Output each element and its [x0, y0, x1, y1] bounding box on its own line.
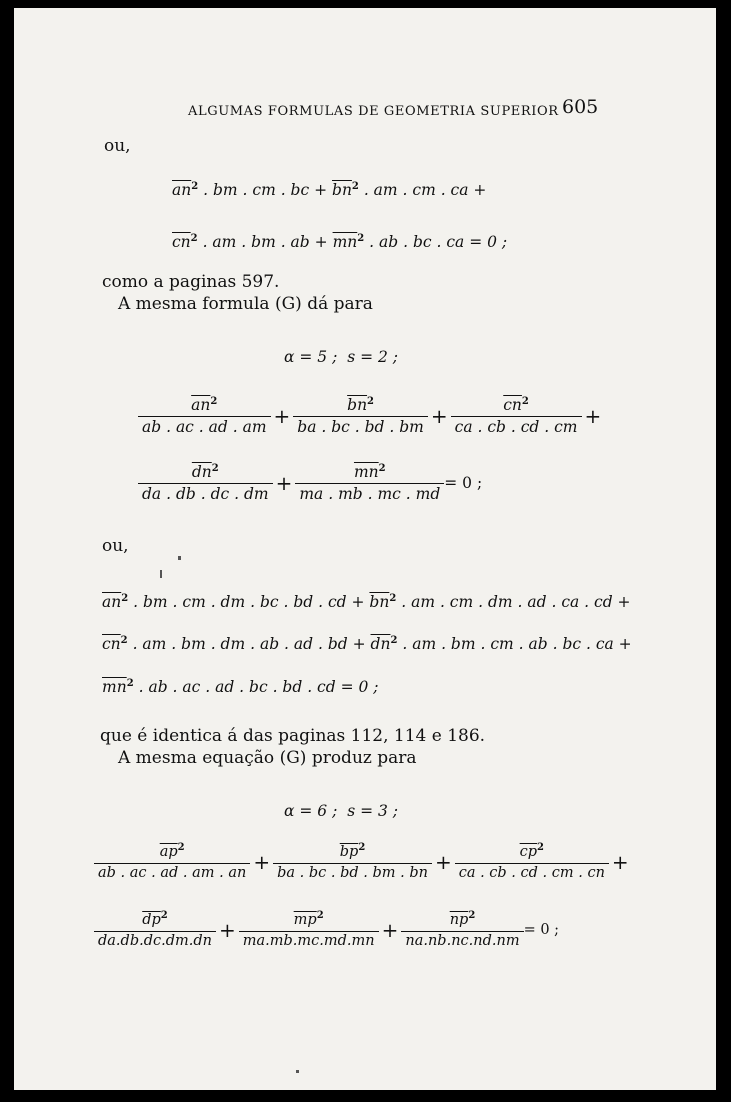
fraction-cn: $\frac{\overline{cn}^2}{ca . cb . cd . cm}$	[451, 396, 582, 436]
fraction-np: $\frac{\overline{np}^2}{na.nb.nc.nd.nm}$	[401, 910, 523, 950]
text-mesma-1: A mesma formula (G) dá para	[118, 294, 373, 314]
text-como: como a paginas 597.	[102, 272, 280, 292]
fraction-dn: $\frac{\overline{dn}^2}{da . db . dc . dm}$	[138, 463, 273, 503]
scan-speck	[296, 1070, 299, 1073]
fraction-bp: $\frac{\overline{bp}^2}{ba . bc . bd . bm . bn}$	[273, 842, 432, 882]
fraction-an: $\frac{\overline{an}^2}{ab . ac . ad . am}$	[138, 396, 271, 436]
text-ou-1: ou,	[104, 136, 131, 156]
text-mesma-2: A mesma equação (G) produz para	[118, 748, 417, 768]
page-number: 605	[562, 96, 599, 118]
header-title: ALGUMAS FORMULAS DE GEOMETRIA SUPERIOR	[188, 104, 559, 119]
equation-2-line-3: $\overline{mn}^2$ . ab . ac . ad . bc . bd . cd = 0 ;	[102, 678, 379, 697]
fraction-row-1: $\frac{\overline{an}^2}{ab . ac . ad . am}$ + $\frac{\overline{bn}^2}{ba . bc . bd . bm}$ + $\frac{\overline{cn}^2}{ca . cb . cd . cm}$ +	[138, 396, 604, 436]
fraction-row-3: $\frac{\overline{ap}^2}{ab . ac . ad . am . an}$ + $\frac{\overline{bp}^2}{ba . bc . bd . bm . bn}$ + $\frac{\overline{cp}^2}{ca . cb . cd . cm . cn}$ +	[94, 842, 632, 882]
equation-1-line-1: $\overline{an}^2$ . bm . cm . bc + $\overline{bn}^2$ . am . cm . ca +	[172, 181, 487, 200]
fraction-row-2: $\frac{\overline{dn}^2}{da . db . dc . dm}$ + $\frac{\overline{mn}^2}{ma . mb . mc . md}$ = 0 ;	[138, 463, 482, 503]
fraction-row-4: $\frac{\overline{dp}^2}{da.db.dc.dm.dn}$ + $\frac{\overline{mp}^2}{ma.mb.mc.md.mn}$ + $\frac{\overline{np}^2}{na.nb.nc.nd.nm}$ = 0 ;	[94, 910, 559, 950]
fraction-mp: $\frac{\overline{mp}^2}{ma.mb.mc.md.mn}$	[239, 910, 379, 950]
fraction-dp: $\frac{\overline{dp}^2}{da.db.dc.dm.dn}$	[94, 910, 216, 950]
text-ou-2: ou,	[102, 536, 129, 556]
fraction-ap: $\frac{\overline{ap}^2}{ab . ac . ad . am . an}$	[94, 842, 250, 882]
equation-1-line-2: $\overline{cn}^2$ . am . bm . ab + $\overline{mn}^2$ . ab . bc . ca = 0 ;	[172, 233, 508, 252]
page	[14, 8, 716, 1090]
text-identica: que é identica á das paginas 112, 114 e 186.	[100, 726, 486, 746]
condition-alpha-6: α = 6 ; s = 3 ;	[284, 802, 398, 820]
fraction-mn: $\frac{\overline{mn}^2}{ma . mb . mc . md}$	[295, 463, 444, 503]
equation-2-line-2: $\overline{cn}^2$ . am . bm . dm . ab . ad . bd + $\overline{dn}^2$ . am . bm . cm . ab . bc . ca +	[102, 635, 632, 654]
fraction-cp: $\frac{\overline{cp}^2}{ca . cb . cd . cm . cn}$	[455, 842, 609, 882]
scan-speck	[178, 556, 181, 560]
fraction-bn: $\frac{\overline{bn}^2}{ba . bc . bd . bm}$	[293, 396, 428, 436]
equation-2-line-1: $\overline{an}^2$ . bm . cm . dm . bc . bd . cd + $\overline{bn}^2$ . am . cm . dm . ad . ca . cd +	[102, 593, 631, 612]
scan-speck	[160, 570, 162, 578]
condition-alpha-5: α = 5 ; s = 2 ;	[284, 348, 398, 366]
